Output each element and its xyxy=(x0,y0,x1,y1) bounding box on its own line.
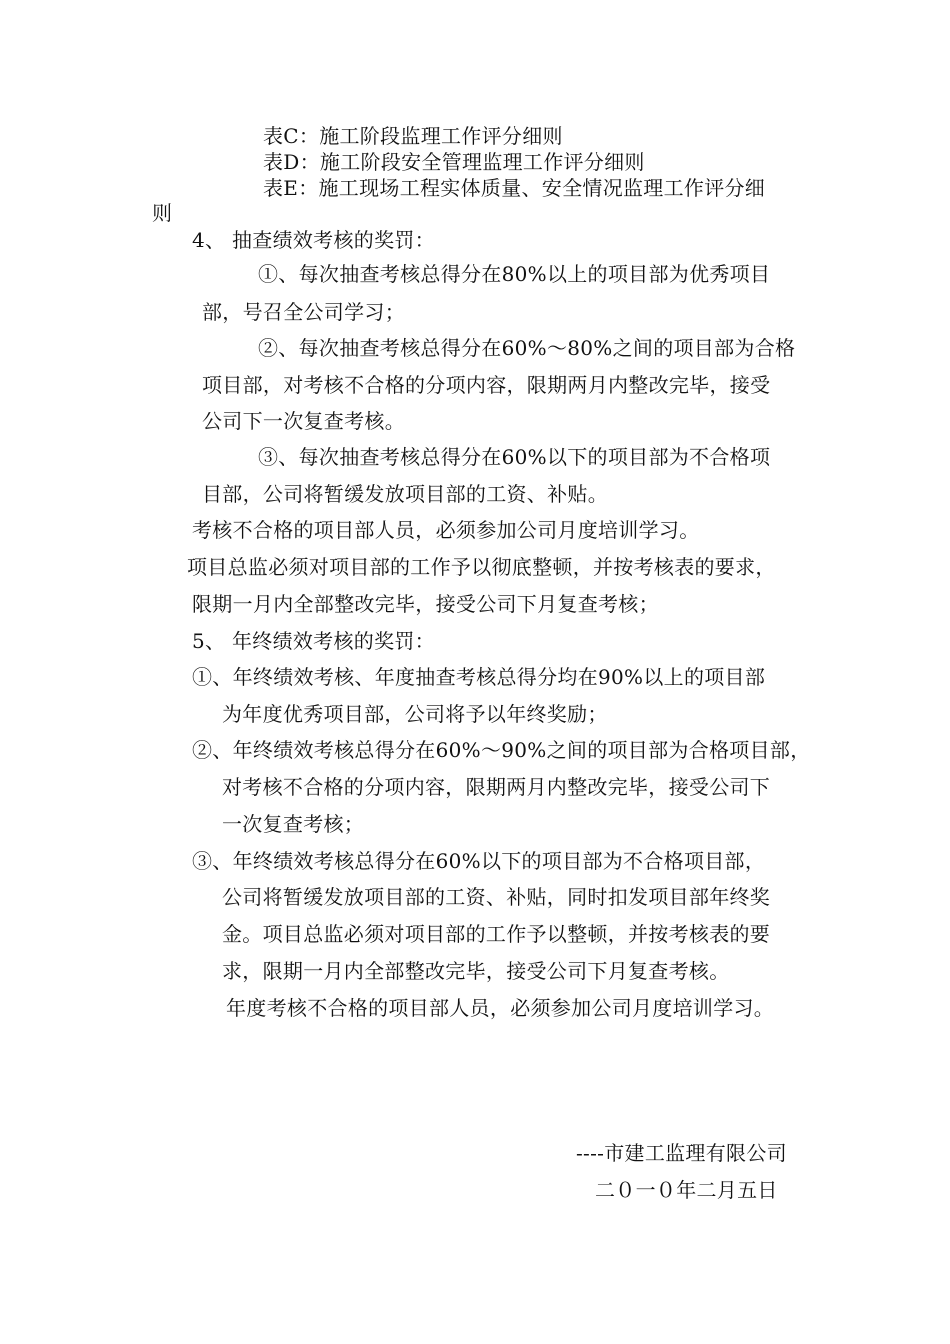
s4-item-3-line-1: ③、每次抽查考核总得分在60%以下的项目部为不合格项 xyxy=(258,445,771,469)
s5-item-1-line-2: 为年度优秀项目部，公司将予以年终奖励； xyxy=(222,702,608,726)
s5-item-2-line-3: 一次复查考核； xyxy=(222,812,365,836)
s5-note: 年度考核不合格的项目部人员，必须参加公司月度培训学习。 xyxy=(226,996,775,1020)
s4-note-2-line-2: 限期一月内全部整改完毕，接受公司下月复查考核； xyxy=(192,592,659,616)
s4-note-1: 考核不合格的项目部人员，必须参加公司月度培训学习。 xyxy=(192,518,700,542)
section-5-heading: 5、 年终绩效考核的奖罚： xyxy=(192,629,435,653)
s5-item-3-line-1: ③、年终绩效考核总得分在60%以下的项目部为不合格项目部， xyxy=(192,849,766,873)
s5-item-3-line-2: 公司将暂缓发放项目部的工资、补贴，同时扣发项目部年终奖 xyxy=(222,885,771,909)
table-e-wrap: 则 xyxy=(152,201,173,225)
s4-note-2-line-1: 项目总监必须对项目部的工作予以彻底整顿，并按考核表的要求， xyxy=(187,555,776,579)
s5-item-2-line-2: 对考核不合格的分项内容，限期两月内整改完毕，接受公司下 xyxy=(222,775,771,799)
table-d-line: 表D：施工阶段安全管理监理工作评分细则 xyxy=(263,150,645,174)
section-4-heading: 4、 抽查绩效考核的奖罚： xyxy=(192,228,435,252)
s4-item-2-line-3: 公司下一次复查考核。 xyxy=(202,409,405,433)
s5-item-1-line-1: ①、年终绩效考核、年度抽查考核总得分均在90%以上的项目部 xyxy=(192,665,766,689)
signature-company: ----市建工监理有限公司 xyxy=(576,1141,787,1165)
table-e-line: 表E：施工现场工程实体质量、安全情况监理工作评分细 xyxy=(263,176,766,200)
signature-date: 二０一０年二月五日 xyxy=(595,1178,778,1202)
s4-item-1-line-2: 部，号召全公司学习； xyxy=(202,300,405,324)
s4-item-1-line-1: ①、每次抽查考核总得分在80%以上的项目部为优秀项目 xyxy=(258,262,771,286)
s5-item-3-line-4: 求，限期一月内全部整改完毕，接受公司下月复查考核。 xyxy=(222,959,730,983)
s5-item-3-line-3: 金。项目总监必须对项目部的工作予以整顿，并按考核表的要 xyxy=(222,922,771,946)
table-c-line: 表C：施工阶段监理工作评分细则 xyxy=(263,124,563,148)
s4-item-2-line-1: ②、每次抽查考核总得分在60%～80%之间的项目部为合格 xyxy=(258,336,796,360)
s5-item-2-line-1: ②、年终绩效考核总得分在60%～90%之间的项目部为合格项目部， xyxy=(192,738,811,762)
s4-item-3-line-2: 目部，公司将暂缓发放项目部的工资、补贴。 xyxy=(202,482,608,506)
s4-item-2-line-2: 项目部，对考核不合格的分项内容，限期两月内整改完毕，接受 xyxy=(202,373,771,397)
